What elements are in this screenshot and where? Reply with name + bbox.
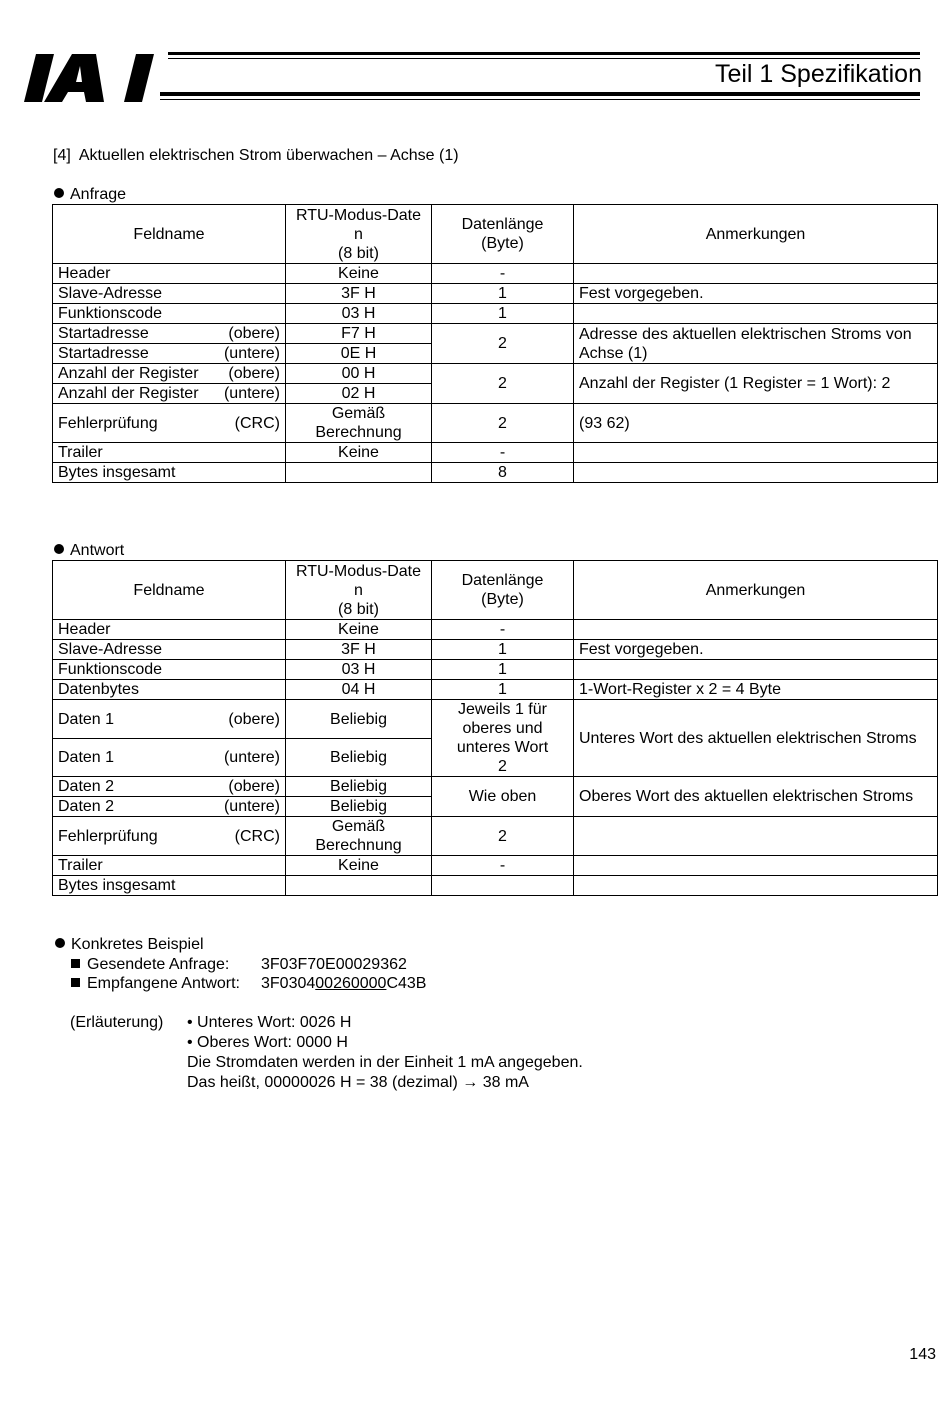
length-cell: - xyxy=(432,620,574,640)
table-row xyxy=(53,463,938,483)
field-name-cell: Slave-Adresse xyxy=(53,284,286,304)
notes-cell xyxy=(574,443,938,463)
rtu-value-cell: 00 H xyxy=(286,364,432,384)
column-header-rtu: RTU-Modus-Date n (8 bit) xyxy=(286,205,432,264)
received-response-row xyxy=(71,974,426,994)
rtu-value-cell: Keine xyxy=(286,856,432,876)
field-name-cell: Daten 1 (obere) xyxy=(53,700,286,739)
sent-request-value: 3F03F70E00029362 xyxy=(261,955,407,973)
section-title: Aktuellen elektrischen Strom überwachen – Achse (1) xyxy=(78,147,459,164)
rtu-value-cell: Keine xyxy=(286,264,432,284)
example-heading: Konkretes Beispiel xyxy=(55,935,426,955)
page-title: Teil 1 Spezifikation xyxy=(714,60,922,88)
header-rule-thin xyxy=(168,58,920,59)
rtu-value-cell xyxy=(286,876,432,896)
length-cell: 2 xyxy=(432,817,574,856)
rtu-value-cell: Beliebig xyxy=(286,739,432,777)
received-response-prefix: 3F0304 xyxy=(261,975,316,992)
rtu-value-cell xyxy=(286,463,432,483)
length-cell: Wie oben xyxy=(432,777,574,817)
rtu-value-cell: Keine xyxy=(286,620,432,640)
square-bullet-icon xyxy=(71,959,80,968)
received-response-label: Empfangene Antwort: xyxy=(87,975,240,992)
notes-cell: Fest vorgegeben. xyxy=(574,284,938,304)
field-name-cell: Startadresse (untere) xyxy=(53,344,286,364)
field-name-cell: Funktionscode xyxy=(53,660,286,680)
field-name-cell: Bytes insgesamt xyxy=(53,463,286,483)
rtu-value-cell: Beliebig xyxy=(286,797,432,817)
length-cell: - xyxy=(432,856,574,876)
table-row xyxy=(53,777,938,797)
column-header-field: Feldname xyxy=(53,561,286,620)
length-cell: 2 xyxy=(432,324,574,364)
header-rule xyxy=(160,92,920,96)
notes-cell: (93 62) xyxy=(574,404,938,443)
explanation-line: • Unteres Wort: 0026 H xyxy=(187,1014,352,1031)
explanation-line: Das heißt, 00000026 H = 38 (dezimal) → 38 mA xyxy=(187,1074,529,1091)
request-heading: Anfrage xyxy=(54,186,126,204)
response-heading: Antwort xyxy=(54,542,124,560)
notes-cell: Anzahl der Register (1 Register = 1 Wort): 2 xyxy=(574,364,938,404)
length-cell: Jeweils 1 für oberes und unteres Wort 2 xyxy=(432,700,574,777)
iai-logo xyxy=(24,50,164,106)
rtu-value-cell: 0E H xyxy=(286,344,432,364)
header-rule xyxy=(168,52,920,55)
table-row xyxy=(53,364,938,384)
field-name-cell: Datenbytes xyxy=(53,680,286,700)
field-name-cell: Header xyxy=(53,264,286,284)
bullet-icon xyxy=(54,544,64,554)
section-number: [4] xyxy=(53,147,71,164)
table-row xyxy=(53,324,938,344)
table-row xyxy=(53,443,938,463)
length-cell: 2 xyxy=(432,364,574,404)
table-row xyxy=(53,264,938,284)
notes-cell xyxy=(574,304,938,324)
bullet-icon xyxy=(55,938,65,948)
field-name-cell: Anzahl der Register (untere) xyxy=(53,384,286,404)
received-response-data: 00260000 xyxy=(315,975,387,992)
sent-request-row xyxy=(71,955,426,975)
field-name-cell: Daten 1 (untere) xyxy=(53,739,286,777)
table-header-row xyxy=(53,561,938,620)
rtu-value-cell: Beliebig xyxy=(286,700,432,739)
rtu-value-cell: F7 H xyxy=(286,324,432,344)
section-heading xyxy=(53,147,459,165)
table-row xyxy=(53,404,938,443)
length-cell: 1 xyxy=(432,680,574,700)
notes-cell xyxy=(574,264,938,284)
length-cell: - xyxy=(432,264,574,284)
table-row xyxy=(53,856,938,876)
header-rule-thin xyxy=(160,99,920,100)
column-header-field: Feldname xyxy=(53,205,286,264)
column-header-length: Datenlänge (Byte) xyxy=(432,561,574,620)
page-number: 143 xyxy=(909,1346,936,1363)
field-name-cell: Trailer xyxy=(53,856,286,876)
sent-request-label: Gesendete Anfrage: xyxy=(87,955,230,973)
rtu-value-cell: Gemäß Berechnung xyxy=(286,817,432,856)
field-name-cell: Funktionscode xyxy=(53,304,286,324)
example-block xyxy=(55,935,426,994)
length-cell xyxy=(432,876,574,896)
square-bullet-icon xyxy=(71,978,80,987)
received-response-suffix: C43B xyxy=(386,975,427,992)
notes-cell xyxy=(574,876,938,896)
rtu-value-cell: 03 H xyxy=(286,660,432,680)
rtu-value-cell: Beliebig xyxy=(286,777,432,797)
field-name-cell: Fehlerprüfung (CRC) xyxy=(53,817,286,856)
field-name-cell: Bytes insgesamt xyxy=(53,876,286,896)
column-header-length: Datenlänge (Byte) xyxy=(432,205,574,264)
table-row xyxy=(53,640,938,660)
rtu-value-cell: 3F H xyxy=(286,640,432,660)
field-name-cell: Trailer xyxy=(53,443,286,463)
explanation-label: (Erläuterung) xyxy=(70,1014,164,1031)
length-cell: - xyxy=(432,443,574,463)
field-name-cell: Daten 2 (obere) xyxy=(53,777,286,797)
field-name-cell: Header xyxy=(53,620,286,640)
table-header-row xyxy=(53,205,938,264)
field-name-cell: Slave-Adresse xyxy=(53,640,286,660)
explanation-line: Die Stromdaten werden in der Einheit 1 mA angegeben. xyxy=(187,1054,583,1071)
notes-cell: 1-Wort-Register x 2 = 4 Byte xyxy=(574,680,938,700)
notes-cell xyxy=(574,660,938,680)
length-cell: 1 xyxy=(432,640,574,660)
notes-cell xyxy=(574,620,938,640)
rtu-value-cell: 03 H xyxy=(286,304,432,324)
length-cell: 2 xyxy=(432,404,574,443)
length-cell: 1 xyxy=(432,284,574,304)
bullet-icon: • xyxy=(187,1014,198,1031)
column-header-rtu: RTU-Modus-Date n (8 bit) xyxy=(286,561,432,620)
table-row xyxy=(53,876,938,896)
length-cell: 8 xyxy=(432,463,574,483)
table-row xyxy=(53,660,938,680)
explanation-line: • Oberes Wort: 0000 H xyxy=(187,1034,348,1051)
notes-cell xyxy=(574,817,938,856)
bullet-icon xyxy=(54,188,64,198)
notes-cell: Unteres Wort des aktuellen elektrischen Stroms xyxy=(574,700,938,777)
rtu-value-cell: Gemäß Berechnung xyxy=(286,404,432,443)
notes-cell xyxy=(574,463,938,483)
notes-cell: Adresse des aktuellen elektrischen Stroms von Achse (1) xyxy=(574,324,938,364)
field-name-cell: Fehlerprüfung (CRC) xyxy=(53,404,286,443)
table-row xyxy=(53,284,938,304)
table-row xyxy=(53,620,938,640)
rtu-value-cell: 3F H xyxy=(286,284,432,304)
rtu-value-cell: 04 H xyxy=(286,680,432,700)
length-cell: 1 xyxy=(432,304,574,324)
table-row xyxy=(53,680,938,700)
field-name-cell: Anzahl der Register (obere) xyxy=(53,364,286,384)
response-table xyxy=(52,560,938,896)
notes-cell xyxy=(574,856,938,876)
rtu-value-cell: Keine xyxy=(286,443,432,463)
rtu-value-cell: 02 H xyxy=(286,384,432,404)
field-name-cell: Startadresse (obere) xyxy=(53,324,286,344)
table-row xyxy=(53,304,938,324)
column-header-notes: Anmerkungen xyxy=(574,205,938,264)
table-row xyxy=(53,817,938,856)
request-table xyxy=(52,204,938,483)
notes-cell: Fest vorgegeben. xyxy=(574,640,938,660)
table-row xyxy=(53,700,938,739)
length-cell: 1 xyxy=(432,660,574,680)
bullet-icon: • xyxy=(187,1034,198,1051)
column-header-notes: Anmerkungen xyxy=(574,561,938,620)
field-name-cell: Daten 2 (untere) xyxy=(53,797,286,817)
notes-cell: Oberes Wort des aktuellen elektrischen Stroms xyxy=(574,777,938,817)
